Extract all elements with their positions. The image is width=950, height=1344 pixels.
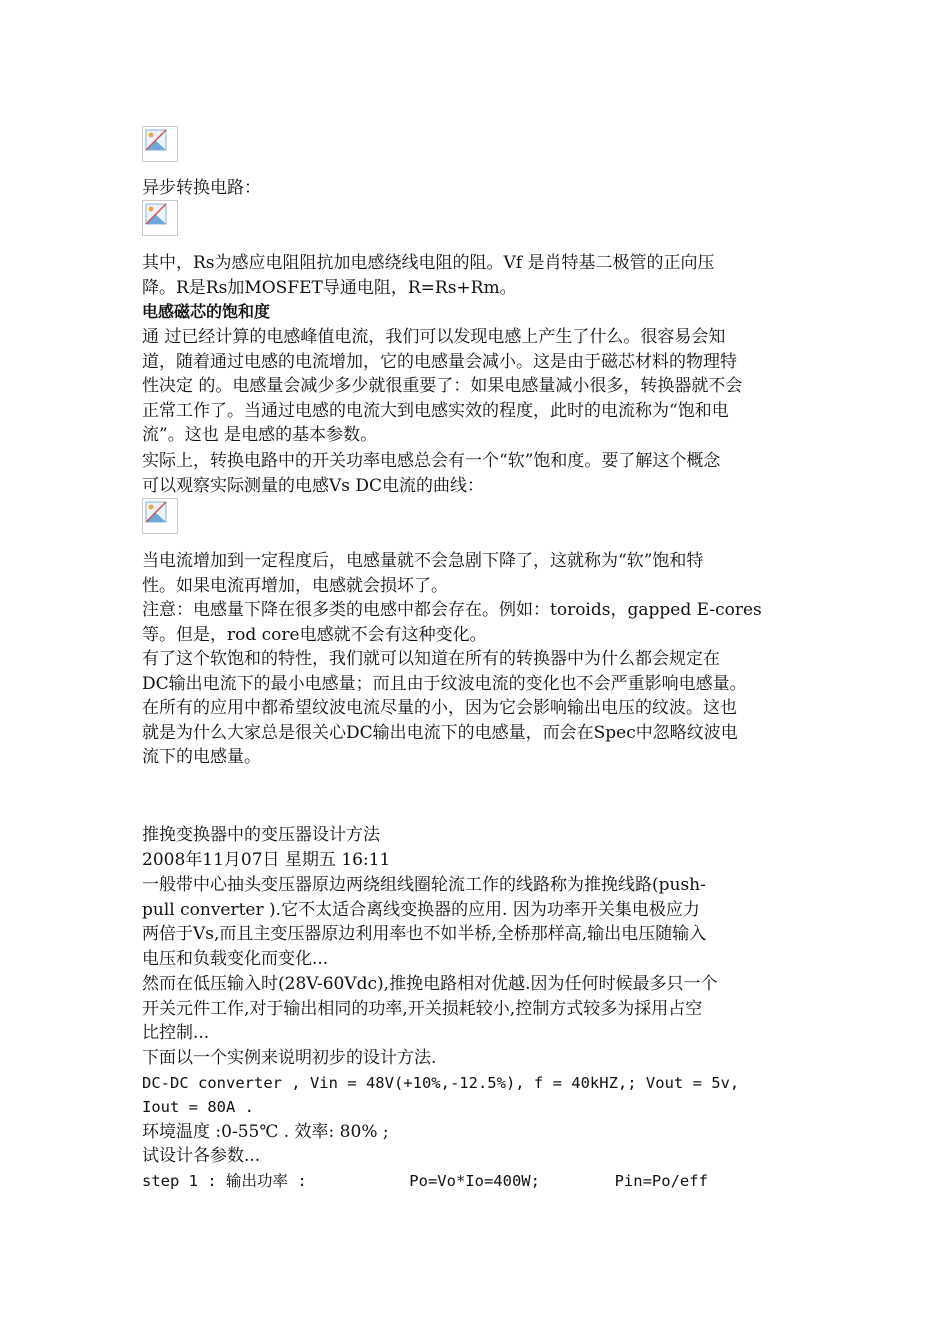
text-line: 可以观察实际测量的电感Vs DC电流的曲线：	[142, 475, 485, 496]
text-line: 道，随着通过电感的电流增加，它的电感量会减小。这是由于磁芯材料的物理特	[142, 351, 737, 372]
rs-explanation	[142, 251, 812, 300]
article-title: 推挽变换器中的变压器设计方法	[142, 825, 380, 845]
inductance-paragraph	[142, 549, 812, 770]
text-line: 然而在低压输入时(28V-60Vdc),推挽电路相对优越.因为任何时候最多只一个	[142, 974, 718, 994]
text-line: DC输出电流下的最小电感量；而且由于纹波电流的变化也不会严重影响电感量。	[142, 673, 747, 694]
section-heading: 电感磁芯的饱和度	[142, 302, 271, 321]
text-line: 电压和负载变化而变化...	[142, 948, 329, 969]
text-line: 性。如果电流再增加，电感就会损坏了。	[142, 575, 448, 596]
text-line: 试设计各参数...	[142, 1146, 261, 1166]
text-line: 流下的电感量。	[142, 747, 261, 767]
text-line: 等。但是，rod core电感就不会有这种变化。	[142, 624, 487, 645]
broken-image-icon	[142, 498, 178, 534]
text-line: 当电流增加到一定程度后，电感量就不会急剧下降了，这就称为“软”饱和特	[142, 551, 704, 571]
pushpull-paragraph-1	[142, 873, 812, 971]
text-line: 环境温度 :0-55℃ . 效率: 80% ;	[142, 1121, 389, 1142]
text-line: 通 过已经计算的电感峰值电流，我们可以发现电感上产生了什么。很容易会知	[142, 327, 726, 347]
async-circuit-label: 异步转换电路：	[142, 178, 261, 198]
soft-saturation-paragraph	[142, 449, 812, 498]
text-line: 一般带中心抽头变压器原边两绕组线圈轮流工作的线路称为推挽线路(push-	[142, 875, 706, 895]
text-line: 流”。这也 是电感的基本参数。	[142, 425, 378, 445]
image-icon	[145, 203, 167, 225]
text-line: 实际上，转换电路中的开关功率电感总会有一个“软”饱和度。要了解这个概念	[142, 451, 721, 471]
text-line: pull converter ).它不太适合离线变换器的应用. 因为功率开关集电极应力	[142, 899, 700, 920]
spec-line: DC-DC converter , Vin = 48V(+10%,-12.5%), f = 40kHZ,; Vout = 5v,	[142, 1073, 740, 1092]
spec-line: Iout = 80A .	[142, 1098, 254, 1116]
image-icon	[145, 501, 167, 523]
text-line: 性决定 的。电感量会减少多少就很重要了：如果电感量减小很多，转换器就不会	[142, 376, 743, 396]
saturation-paragraph	[142, 325, 812, 448]
text-line: 下面以一个实例来说明初步的设计方法.	[142, 1048, 437, 1068]
step-line: step 1 : 输出功率 : Po=Vo*Io=400W; Pin=Po/eff	[142, 1171, 708, 1190]
image-icon	[145, 129, 167, 151]
text-line: 有了这个软饱和的特性，我们就可以知道在所有的转换器中为什么都会规定在	[142, 649, 720, 669]
text-line: 开关元件工作,对于输出相同的功率,开关损耗较小,控制方式较多为採用占空	[142, 998, 703, 1019]
text-line: 就是为什么大家总是很关心DC输出电流下的电感量，而会在Spec中忽略纹波电	[142, 722, 738, 743]
text-line: 在所有的应用中都希望纹波电流尽量的小，因为它会影响输出电压的纹波。这也	[142, 698, 737, 718]
design-example	[142, 1046, 812, 1193]
article-date: 2008年11月07日 星期五 16:11	[142, 850, 391, 870]
text-line: 其中，Rs为感应电阻阻抗加电感绕线电阻的阻。Vf 是肖特基二极管的正向压	[142, 253, 715, 273]
broken-image-icon	[142, 200, 178, 236]
text-line: 注意：电感量下降在很多类的电感中都会存在。例如：toroids，gapped E-cores	[142, 600, 762, 620]
text-line: 降。R是Rs加MOSFET导通电阻，R=Rs+Rm。	[142, 277, 517, 298]
text-line: 两倍于Vs,而且主变压器原边利用率也不如半桥,全桥那样高,输出电压随输入	[142, 924, 707, 944]
broken-image-icon	[142, 126, 178, 162]
text-line: 比控制...	[142, 1023, 210, 1043]
text-line: 正常工作了。当通过电感的电流大到电感实效的程度，此时的电流称为“饱和电	[142, 400, 729, 421]
pushpull-paragraph-2	[142, 972, 812, 1046]
